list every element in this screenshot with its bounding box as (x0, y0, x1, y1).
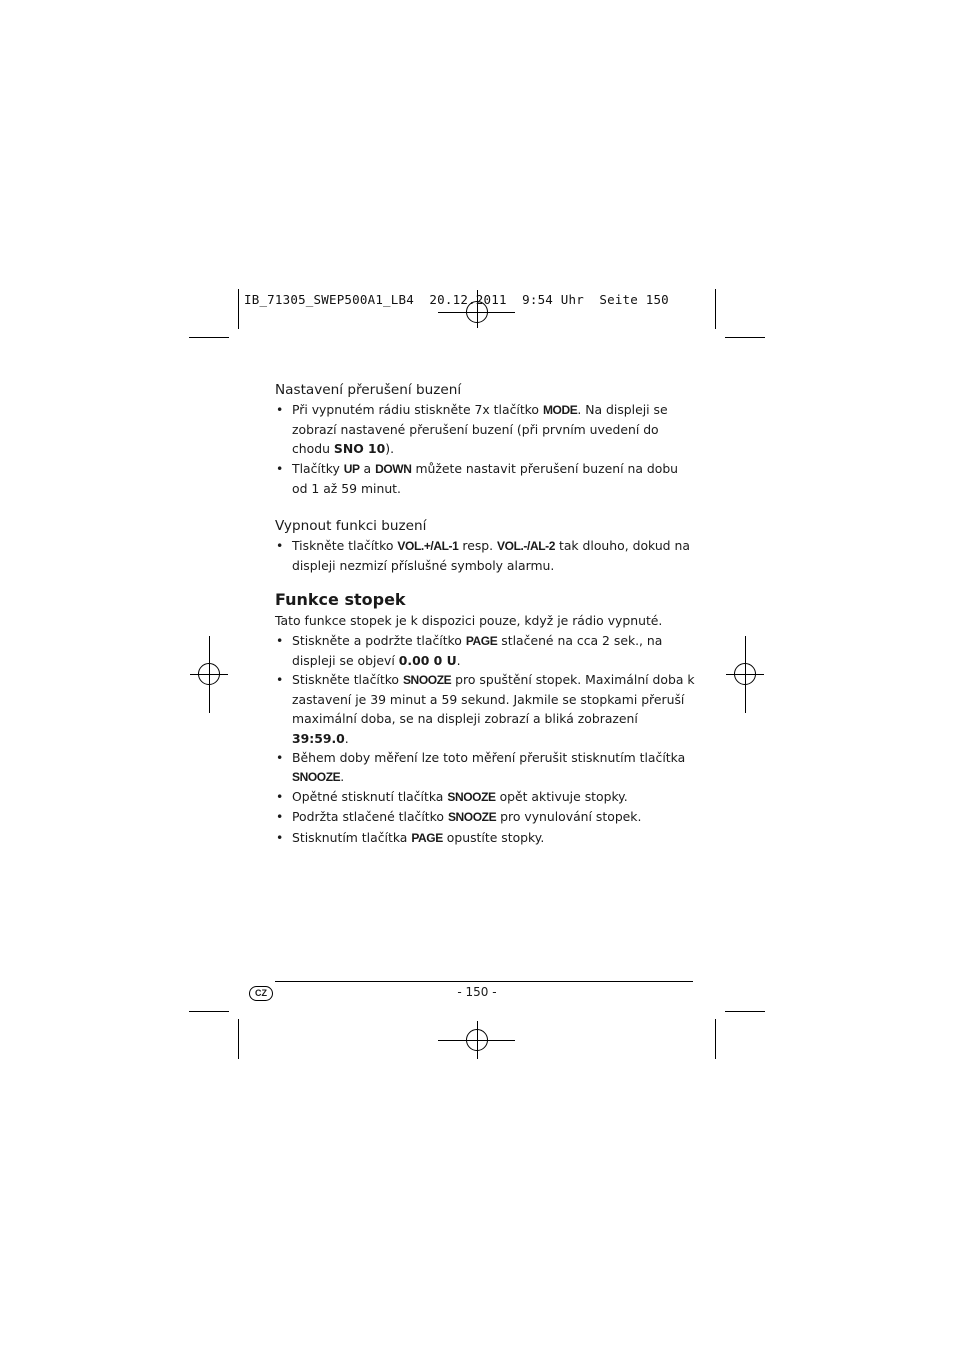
display-value: 39:59.0 (292, 730, 345, 746)
text: Podržta stlačené tlačítko (292, 809, 448, 825)
crop-mark (715, 1019, 716, 1059)
bullet-list (275, 536, 695, 575)
list-item (275, 536, 695, 575)
crop-mark (238, 289, 239, 329)
text: a (359, 460, 376, 476)
key-label: VOL.+/AL-1 (397, 539, 459, 554)
registration-mark-circle (734, 663, 756, 685)
text: Při vypnutém rádiu stiskněte 7x tlačítko (292, 402, 543, 417)
crop-mark (189, 337, 229, 338)
page-content (275, 380, 695, 848)
section-heading: Vypnout funkci buzení (275, 518, 427, 535)
key-label: PAGE (465, 633, 498, 648)
key-label: VOL.-/AL-2 (497, 539, 556, 554)
print-header: IB_71305_SWEP500A1_LB4 20.12.2011 9:54 Uhr Seite 150 (244, 292, 669, 307)
text: Opětné stisknutí tlačítka (292, 789, 448, 805)
text: . (344, 730, 349, 746)
crop-mark (725, 337, 765, 338)
text: . (456, 652, 461, 668)
text: ). (385, 441, 395, 457)
text: Během doby měření lze toto měření přerušit stisknutím tlačítka (292, 749, 686, 765)
text: . (340, 769, 345, 785)
intro-paragraph: Tato funkce stopek je k dispozici pouze, když je rádio vypnuté. (275, 613, 663, 629)
crop-mark (725, 1011, 765, 1012)
bullet-list (275, 631, 695, 848)
section-heading: Nastavení přerušení buzení (275, 382, 462, 398)
text: Tlačítky (292, 460, 344, 476)
key-label: DOWN (375, 461, 412, 476)
language-badge: CZ (249, 986, 273, 1001)
list-item (275, 828, 695, 848)
key-label: SNOOZE (402, 673, 452, 688)
section-title: Funkce stopek (275, 590, 406, 610)
list-item (275, 459, 695, 498)
display-value: SNO 10 (333, 441, 386, 457)
list-item (275, 787, 695, 807)
key-label: PAGE (411, 830, 443, 845)
text: pro vynulování stopek. (496, 809, 642, 825)
text: . Na displeji se zobrazí nastavené přerušení buzení (při prvním uvedení do chodu (292, 402, 668, 457)
list-item (275, 670, 695, 748)
text: stlačené na cca 2 sek., na displeji se objeví (292, 632, 663, 668)
page-number: - 150 - (457, 985, 497, 999)
list-item (275, 807, 695, 827)
key-label: MODE (542, 403, 578, 417)
list-item (275, 400, 695, 459)
crop-mark (715, 289, 716, 329)
list-item (275, 631, 695, 670)
text: Stiskněte tlačítko (292, 672, 403, 688)
text: pro spuštění stopek. Maximální doba k zastavení je 39 minut a 59 sekund. Jakmile se stopkami přeruší maximální doba, se na displeji zobrazí a bliká zobrazení (292, 672, 695, 727)
text: opět aktivuje stopky. (495, 789, 628, 805)
text: resp. (458, 538, 498, 554)
bullet-list (275, 400, 695, 498)
list-item (275, 748, 695, 787)
crop-mark (189, 1011, 229, 1012)
text: tak dlouho, dokud na displeji nezmizí příslušné symboly alarmu. (292, 538, 690, 574)
text: můžete nastavit přerušení buzení na dobu od 1 až 59 minut. (292, 460, 679, 496)
text: opustíte stopky. (442, 829, 545, 845)
key-label: UP (343, 461, 360, 476)
registration-mark-circle (198, 663, 220, 685)
display-value: 0.00 0 U (398, 652, 457, 668)
key-label: SNOOZE (447, 790, 496, 805)
crop-mark (238, 1019, 239, 1059)
key-label: SNOOZE (292, 770, 341, 785)
text: Stisknutím tlačítka (292, 829, 412, 845)
key-label: SNOOZE (447, 810, 497, 825)
text: Stiskněte a podržte tlačítko (292, 632, 466, 648)
registration-mark-circle (466, 1029, 488, 1051)
footer-rule (275, 981, 693, 982)
text: Tiskněte tlačítko (292, 538, 398, 554)
